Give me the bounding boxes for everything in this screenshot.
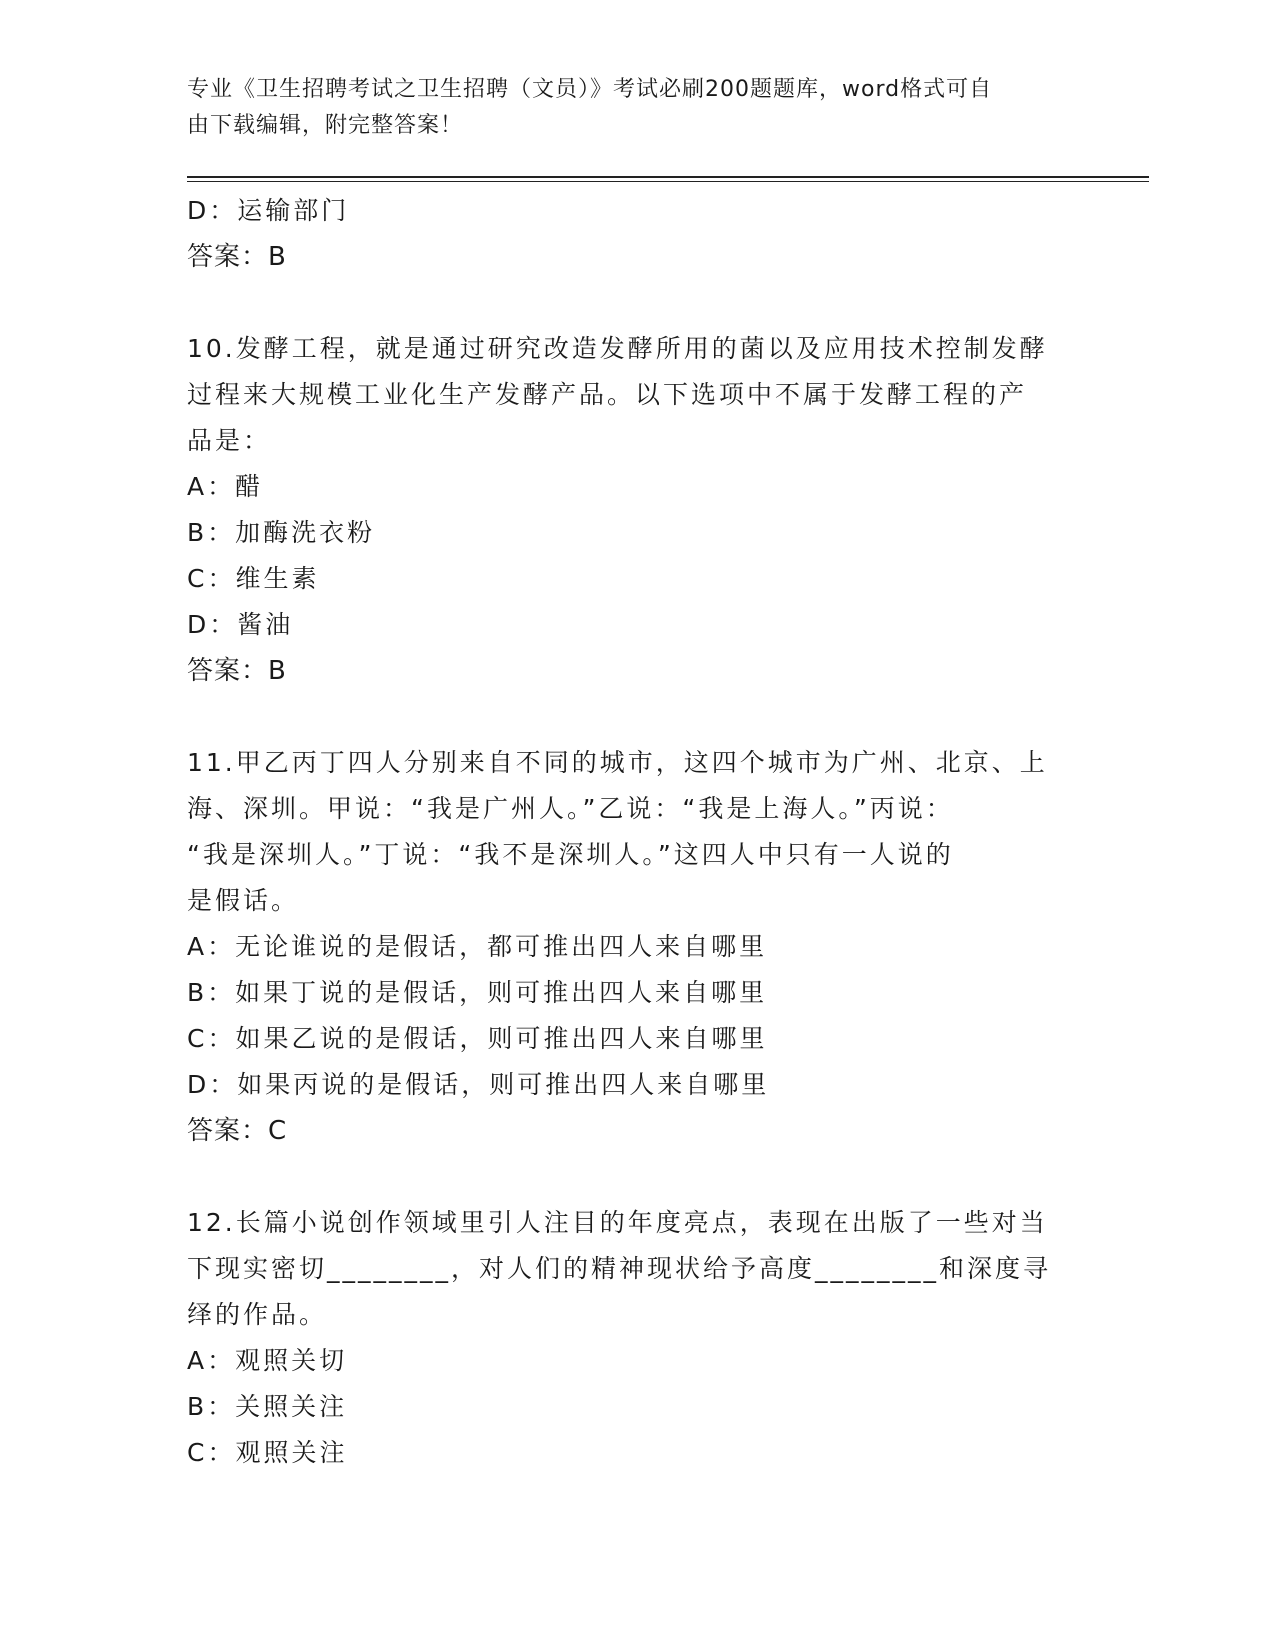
header-line-1: 专业《卫生招聘考试之卫生招聘（文员）》考试必刷200题题库，word格式可自 bbox=[187, 77, 993, 102]
question-line: 11.甲乙丙丁四人分别来自不同的城市，这四个城市为广州、北京、上 bbox=[187, 748, 1048, 777]
question-text bbox=[187, 326, 1087, 464]
option-b: B：加酶洗衣粉 bbox=[187, 518, 376, 547]
header-divider-thin bbox=[187, 181, 1149, 182]
option-a: A：醋 bbox=[187, 472, 264, 501]
question-line: 是假话。 bbox=[187, 886, 300, 915]
question-line: 下现实密切________，对人们的精神现状给予高度________和深度寻 bbox=[187, 1254, 1052, 1283]
question-11 bbox=[187, 740, 1087, 1154]
question-line: 12.长篇小说创作领域里引人注目的年度亮点，表现在出版了一些对当 bbox=[187, 1208, 1048, 1237]
option-b: B：如果丁说的是假话，则可推出四人来自哪里 bbox=[187, 978, 768, 1007]
question-line: 10.发酵工程，就是通过研究改造发酵所用的菌以及应用技术控制发酵 bbox=[187, 334, 1048, 363]
option-d: D：运输部门 bbox=[187, 196, 350, 225]
question-line: 品是： bbox=[187, 426, 272, 455]
option-a: A：观照关切 bbox=[187, 1346, 348, 1375]
header-divider-thick bbox=[187, 176, 1149, 178]
answer: 答案：B bbox=[187, 242, 287, 272]
header-line-2: 由下载编辑，附完整答案！ bbox=[187, 113, 464, 138]
option-d: D：酱油 bbox=[187, 610, 294, 639]
answer: 答案：B bbox=[187, 656, 287, 686]
document-body bbox=[187, 188, 1087, 1476]
question-line: “我是深圳人。”丁说：“我不是深圳人。”这四人中只有一人说的 bbox=[187, 840, 954, 869]
option-b: B：关照关注 bbox=[187, 1392, 348, 1421]
question-text bbox=[187, 1200, 1087, 1338]
question-line: 海、深圳。甲说：“我是广州人。”乙说：“我是上海人。”丙说： bbox=[187, 794, 954, 823]
document-header bbox=[187, 72, 1067, 144]
option-c: C：维生素 bbox=[187, 564, 320, 593]
question-text bbox=[187, 740, 1087, 924]
question-12 bbox=[187, 1200, 1087, 1476]
question-10 bbox=[187, 326, 1087, 694]
answer: 答案：C bbox=[187, 1116, 288, 1146]
question-line: 过程来大规模工业化生产发酵产品。以下选项中不属于发酵工程的产 bbox=[187, 380, 1028, 409]
question-line: 绎的作品。 bbox=[187, 1300, 328, 1329]
option-a: A：无论谁说的是假话，都可推出四人来自哪里 bbox=[187, 932, 768, 961]
option-d: D：如果丙说的是假话，则可推出四人来自哪里 bbox=[187, 1070, 770, 1099]
option-c: C：如果乙说的是假话，则可推出四人来自哪里 bbox=[187, 1024, 768, 1053]
option-c: C：观照关注 bbox=[187, 1438, 348, 1467]
previous-question-tail bbox=[187, 188, 1087, 280]
